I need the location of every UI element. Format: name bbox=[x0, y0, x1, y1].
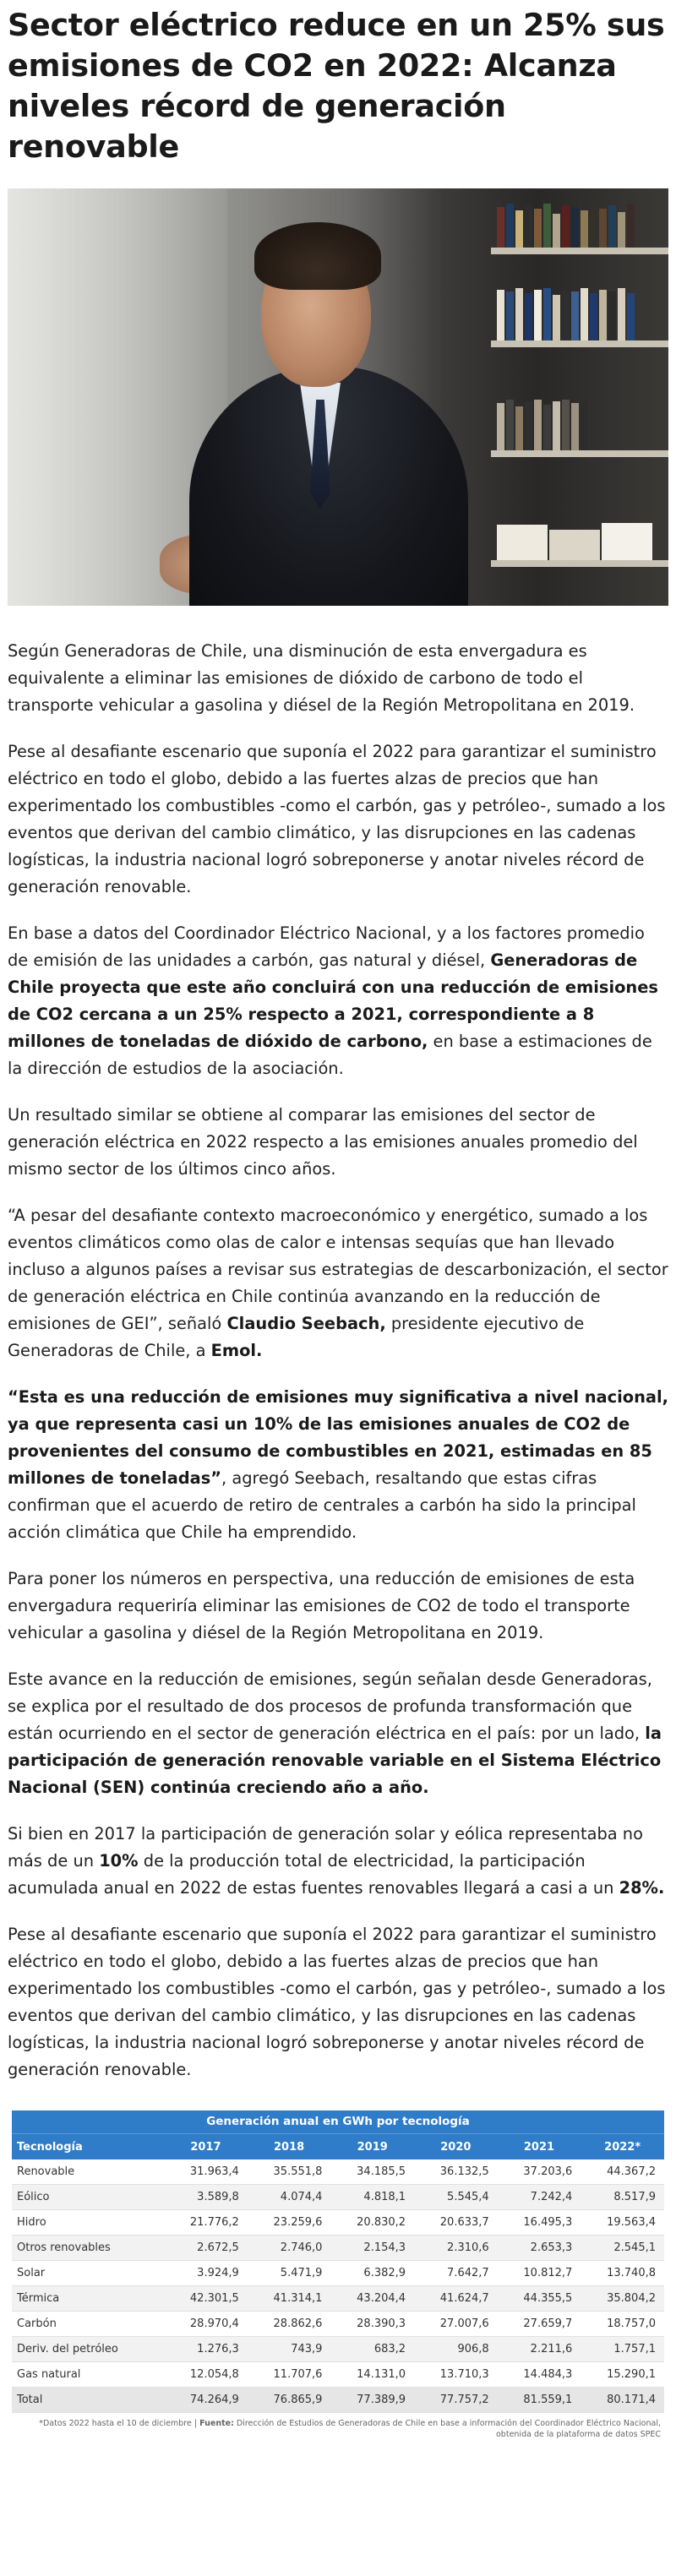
table-cell: 14.484,3 bbox=[498, 2362, 581, 2388]
generation-table bbox=[12, 2110, 664, 2413]
table-cell: 41.624,7 bbox=[414, 2286, 498, 2312]
table-cell: 43.204,4 bbox=[330, 2286, 414, 2312]
table-cell: 2.310,6 bbox=[414, 2236, 498, 2261]
table-row bbox=[12, 2362, 664, 2388]
article-body bbox=[8, 638, 668, 2083]
text-segment: “A pesar del desafiante contexto macroeconómico y energético, sumado a los eventos climáticos como olas de calor e intensas sequías que han llevado incluso a algunos países a revisar sus estrategias de descarbonización, el sector de generación eléctrica en Chile continúa avanzando en la reducción de emisiones de GEI”, señaló bbox=[8, 1206, 668, 1333]
row-label: Hidro bbox=[12, 2210, 164, 2236]
bold-text: Generadoras de Chile proyecta que este año concluirá con una reducción de emisiones de CO2 cercana a un 25% respecto a 2021, correspondiente a 8 millones de toneladas de dióxido de carbono, bbox=[8, 950, 658, 1051]
table-cell: 44.355,5 bbox=[498, 2286, 581, 2312]
note-prefix: *Datos 2022 hasta el 10 de diciembre | bbox=[39, 2419, 200, 2428]
table-cell: 80.171,4 bbox=[581, 2388, 664, 2413]
article-photo bbox=[8, 188, 668, 606]
body-paragraph bbox=[8, 1921, 668, 2083]
text-segment: En base a datos del Coordinador Eléctrico Nacional, y a los factores promedio de emisión de las unidades a carbón, gas natural y diésel, bbox=[8, 923, 645, 970]
table-row bbox=[12, 2185, 664, 2210]
table-cell: 15.290,1 bbox=[581, 2362, 664, 2388]
table-row bbox=[12, 2236, 664, 2261]
table-cell: 2.653,3 bbox=[498, 2236, 581, 2261]
table-header-row bbox=[12, 2134, 664, 2160]
body-paragraph bbox=[8, 1566, 668, 1647]
table-cell: 1.757,1 bbox=[581, 2337, 664, 2362]
text-segment: Este avance en la reducción de emisiones, según señalan desde Generadoras, se explica por el resultado de dos procesos de profunda transformación que están ocurriendo en el sector de generación eléctrica en el país: por un lado, bbox=[8, 1669, 652, 1743]
body-paragraph bbox=[8, 1202, 668, 1364]
generation-table-container bbox=[12, 2110, 664, 2440]
table-title: Generación anual en GWh por tecnología bbox=[12, 2110, 664, 2133]
body-paragraph bbox=[8, 738, 668, 901]
table-cell: 2.746,0 bbox=[248, 2236, 331, 2261]
table-cell: 77.757,2 bbox=[414, 2388, 498, 2413]
table-cell: 34.185,5 bbox=[330, 2159, 414, 2185]
body-paragraph bbox=[8, 1102, 668, 1183]
bold-text: la participación de generación renovable variable en el Sistema Eléctrico Nacional (SEN) continúa creciendo año a año. bbox=[8, 1724, 662, 1797]
table-cell: 4.818,1 bbox=[330, 2185, 414, 2210]
table-cell: 13.740,8 bbox=[581, 2261, 664, 2286]
text-segment: en base a estimaciones de la dirección de estudios de la asociación. bbox=[8, 1032, 652, 1078]
note-text: Dirección de Estudios de Generadoras de Chile en base a información del Coordinador Eléctrico Nacional, obtenida de la plataforma de datos SPEC bbox=[233, 2419, 661, 2439]
row-label: Deriv. del petróleo bbox=[12, 2337, 164, 2362]
table-cell: 41.314,1 bbox=[248, 2286, 331, 2312]
table-source-note bbox=[12, 2418, 664, 2440]
table-cell: 81.559,1 bbox=[498, 2388, 581, 2413]
body-paragraph bbox=[8, 1821, 668, 1902]
table-cell: 76.865,9 bbox=[248, 2388, 331, 2413]
body-paragraph bbox=[8, 638, 668, 719]
row-label: Renovable bbox=[12, 2159, 164, 2185]
table-cell: 20.830,2 bbox=[330, 2210, 414, 2236]
table-row bbox=[12, 2261, 664, 2286]
row-label: Solar bbox=[12, 2261, 164, 2286]
table-row bbox=[12, 2312, 664, 2337]
table-cell: 1.276,3 bbox=[164, 2337, 248, 2362]
table-cell: 743,9 bbox=[248, 2337, 331, 2362]
table-cell: 6.382,9 bbox=[330, 2261, 414, 2286]
table-cell: 28.970,4 bbox=[164, 2312, 248, 2337]
table-cell: 37.203,6 bbox=[498, 2159, 581, 2185]
table-row bbox=[12, 2388, 664, 2413]
table-column-header: 2018 bbox=[248, 2134, 331, 2160]
table-cell: 35.804,2 bbox=[581, 2286, 664, 2312]
table-cell: 5.471,9 bbox=[248, 2261, 331, 2286]
table-cell: 683,2 bbox=[330, 2337, 414, 2362]
table-cell: 19.563,4 bbox=[581, 2210, 664, 2236]
table-cell: 16.495,3 bbox=[498, 2210, 581, 2236]
table-cell: 2.672,5 bbox=[164, 2236, 248, 2261]
table-column-header: 2020 bbox=[414, 2134, 498, 2160]
table-column-header: 2017 bbox=[164, 2134, 248, 2160]
text-segment: Pese al desafiante escenario que suponía el 2022 para garantizar el suministro eléctrico en todo el globo, debido a las fuertes alzas de precios que han experimentado los combustibles -como el carbón, gas y petróleo-, sumado a los eventos que derivan del cambio climático, y las disrupciones en las cadenas logísticas, la industria nacional logró sobreponerse y anotar niveles récord de generación renovable. bbox=[8, 1925, 666, 2079]
table-row bbox=[12, 2337, 664, 2362]
text-segment: , agregó Seebach, resaltando que estas cifras confirman que el acuerdo de retiro de centrales a carbón ha sido la principal acción climática que Chile ha emprendido. bbox=[8, 1468, 636, 1542]
note-label: Fuente: bbox=[199, 2419, 234, 2428]
table-cell: 23.259,6 bbox=[248, 2210, 331, 2236]
table-cell: 2.154,3 bbox=[330, 2236, 414, 2261]
table-cell: 28.862,6 bbox=[248, 2312, 331, 2337]
row-label: Térmica bbox=[12, 2286, 164, 2312]
table-column-header: 2022* bbox=[581, 2134, 664, 2160]
body-paragraph bbox=[8, 920, 668, 1082]
table-row bbox=[12, 2286, 664, 2312]
row-label: Otros renovables bbox=[12, 2236, 164, 2261]
table-cell: 35.551,8 bbox=[248, 2159, 331, 2185]
bold-text: Emol. bbox=[210, 1341, 263, 1360]
table-cell: 2.211,6 bbox=[498, 2337, 581, 2362]
row-label: Gas natural bbox=[12, 2362, 164, 2388]
table-cell: 27.007,6 bbox=[414, 2312, 498, 2337]
table-cell: 36.132,5 bbox=[414, 2159, 498, 2185]
table-row bbox=[12, 2159, 664, 2185]
row-label: Eólico bbox=[12, 2185, 164, 2210]
table-cell: 20.633,7 bbox=[414, 2210, 498, 2236]
table-cell: 7.642,7 bbox=[414, 2261, 498, 2286]
bold-text: “Esta es una reducción de emisiones muy significativa a nivel nacional, ya que representa casi un 10% de las emisiones anuales de CO2 de provenientes del consumo de combustibles en 2021, estimadas en 85 millones de toneladas” bbox=[8, 1387, 668, 1488]
text-segment: Si bien en 2017 la participación de generación solar y eólica representaba no más de un bbox=[8, 1824, 643, 1871]
bold-text: 28%. bbox=[619, 1878, 665, 1898]
table-cell: 11.707,6 bbox=[248, 2362, 331, 2388]
table-cell: 14.131,0 bbox=[330, 2362, 414, 2388]
table-cell: 42.301,5 bbox=[164, 2286, 248, 2312]
table-cell: 10.812,7 bbox=[498, 2261, 581, 2286]
table-cell: 7.242,4 bbox=[498, 2185, 581, 2210]
table-column-header: 2019 bbox=[330, 2134, 414, 2160]
table-row bbox=[12, 2210, 664, 2236]
table-cell: 31.963,4 bbox=[164, 2159, 248, 2185]
table-cell: 8.517,9 bbox=[581, 2185, 664, 2210]
headline: Sector eléctrico reduce en un 25% sus emisiones de CO2 en 2022: Alcanza niveles récord de generación renovable bbox=[8, 7, 665, 165]
table-cell: 77.389,9 bbox=[330, 2388, 414, 2413]
table-cell: 21.776,2 bbox=[164, 2210, 248, 2236]
row-label: Carbón bbox=[12, 2312, 164, 2337]
body-paragraph bbox=[8, 1666, 668, 1801]
table-cell: 27.659,7 bbox=[498, 2312, 581, 2337]
table-cell: 4.074,4 bbox=[248, 2185, 331, 2210]
bold-text: Claudio Seebach, bbox=[226, 1314, 386, 1333]
text-segment: Según Generadoras de Chile, una disminución de esta envergadura es equivalente a eliminar las emisiones de dióxido de carbono de todo el transporte vehicular a gasolina y diésel de la Región Metropolitana en 2019. bbox=[8, 641, 635, 715]
table-cell: 12.054,8 bbox=[164, 2362, 248, 2388]
text-segment: Un resultado similar se obtiene al comparar las emisiones del sector de generación eléctrica en 2022 respecto a las emisiones anuales promedio del mismo sector de los últimos cinco años. bbox=[8, 1105, 638, 1179]
row-label: Total bbox=[12, 2388, 164, 2413]
table-cell: 74.264,9 bbox=[164, 2388, 248, 2413]
text-segment: Para poner los números en perspectiva, una reducción de emisiones de esta envergadura requeriría eliminar las emisiones de CO2 de todo el transporte vehicular a gasolina y diésel de la Región Metropolitana en 2019. bbox=[8, 1569, 635, 1642]
table-cell: 906,8 bbox=[414, 2337, 498, 2362]
table-column-header: 2021 bbox=[498, 2134, 581, 2160]
text-segment: Pese al desafiante escenario que suponía el 2022 para garantizar el suministro eléctrico en todo el globo, debido a las fuertes alzas de precios que han experimentado los combustibles -como el carbón, gas y petróleo-, sumado a los eventos que derivan del cambio climático, y las disrupciones en las cadenas logísticas, la industria nacional logró sobreponerse y anotar niveles récord de generación renovable. bbox=[8, 742, 666, 896]
text-segment: de la producción total de electricidad, la participación acumulada anual en 2022 de estas fuentes renovables llegará a casi a un bbox=[8, 1851, 619, 1898]
table-cell: 13.710,3 bbox=[414, 2362, 498, 2388]
table-cell: 2.545,1 bbox=[581, 2236, 664, 2261]
table-cell: 5.545,4 bbox=[414, 2185, 498, 2210]
article bbox=[8, 0, 668, 2440]
table-cell: 3.924,9 bbox=[164, 2261, 248, 2286]
table-cell: 44.367,2 bbox=[581, 2159, 664, 2185]
table-cell: 18.757,0 bbox=[581, 2312, 664, 2337]
body-paragraph bbox=[8, 1384, 668, 1546]
table-cell: 3.589,8 bbox=[164, 2185, 248, 2210]
text-segment: presidente ejecutivo de Generadoras de Chile, a bbox=[8, 1314, 585, 1360]
table-cell: 28.390,3 bbox=[330, 2312, 414, 2337]
table-column-header: Tecnología bbox=[12, 2134, 164, 2160]
bold-text: 10% bbox=[99, 1851, 139, 1871]
